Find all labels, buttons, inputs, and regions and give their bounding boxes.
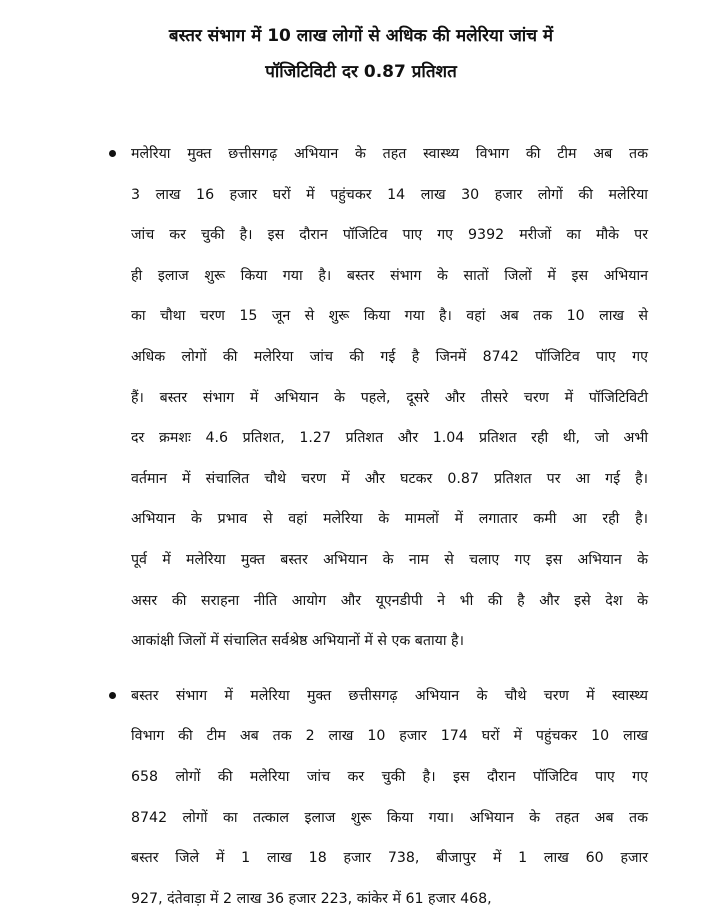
text-line: बस्तर संभाग में मलेरिया मुक्त छत्तीसगढ़ अभियान के चौथे चरण में स्वास्थ्य bbox=[131, 687, 648, 704]
text-line: वर्तमान में संचालित चौथे चरण में और घटकर 0.87 प्रतिशत पर आ गई है। bbox=[131, 470, 648, 487]
bullet-list bbox=[74, 134, 648, 919]
text-line: असर की सराहना नीति आयोग और यूएनडीपी ने भी की है और इसे देश के bbox=[131, 592, 648, 609]
bullet-dot-icon bbox=[109, 150, 116, 157]
text-line: पूर्व में मलेरिया मुक्त बस्तर अभियान के नाम से चलाए गए इस अभियान के bbox=[131, 551, 648, 568]
text-line: दर क्रमशः 4.6 प्रतिशत, 1.27 प्रतिशत और 1.04 प्रतिशत रही थी, जो अभी bbox=[131, 430, 648, 447]
text-line: का चौथा चरण 15 जून से शुरू किया गया है। वहां अब तक 10 लाख से bbox=[131, 308, 648, 325]
text-line: 658 लोगों की मलेरिया जांच कर चुकी है। इस दौरान पॉजिटिव पाए गए bbox=[131, 768, 648, 785]
text-line: 927, दंतेवाड़ा में 2 लाख 36 हजार 223, कांकेर में 61 हजार 468, bbox=[131, 890, 492, 907]
text-line: अधिक लोगों की मलेरिया जांच की गई है जिनमें 8742 पॉजिटिव पाए गए bbox=[131, 348, 648, 365]
page-title bbox=[74, 18, 648, 90]
text-line: विभाग की टीम अब तक 2 लाख 10 हजार 174 घरों में पहुंचकर 10 लाख bbox=[131, 728, 648, 745]
text-line: अभियान के प्रभाव से वहां मलेरिया के मामलों में लगातार कमी आ रही है। bbox=[131, 511, 648, 528]
bullet-item bbox=[74, 134, 648, 662]
text-line: ही इलाज शुरू किया गया है। बस्तर संभाग के सातों जिलों में इस अभियान bbox=[131, 267, 648, 284]
text-line: 8742 लोगों का तत्काल इलाज शुरू किया गया। अभियान के तहत अब तक bbox=[131, 809, 648, 826]
bullet-dot-icon bbox=[109, 692, 116, 699]
title-line-1: बस्तर संभाग में 10 लाख लोगों से अधिक की मलेरिया जांच में bbox=[168, 26, 554, 46]
text-line: 3 लाख 16 हजार घरों में पहुंचकर 14 लाख 30 हजार लोगों की मलेरिया bbox=[131, 186, 648, 203]
text-line: बस्तर जिले में 1 लाख 18 हजार 738, बीजापुर में 1 लाख 60 हजार bbox=[131, 850, 648, 867]
bullet-item bbox=[74, 676, 648, 919]
text-line: मलेरिया मुक्त छत्तीसगढ़ अभियान के तहत स्वास्थ्य विभाग की टीम अब तक bbox=[131, 146, 648, 162]
title-line-2: पॉजिटिविटी दर 0.87 प्रतिशत bbox=[265, 62, 457, 82]
text-line: हैं। बस्तर संभाग में अभियान के पहले, दूसरे और तीसरे चरण में पॉजिटिविटी bbox=[131, 389, 648, 406]
text-line: आकांक्षी जिलों में संचालित सर्वश्रेष्ठ अभियानों में से एक बताया है। bbox=[131, 633, 464, 650]
text-line: जांच कर चुकी है। इस दौरान पॉजिटिव पाए गए 9392 मरीजों का मौके पर bbox=[131, 227, 648, 244]
